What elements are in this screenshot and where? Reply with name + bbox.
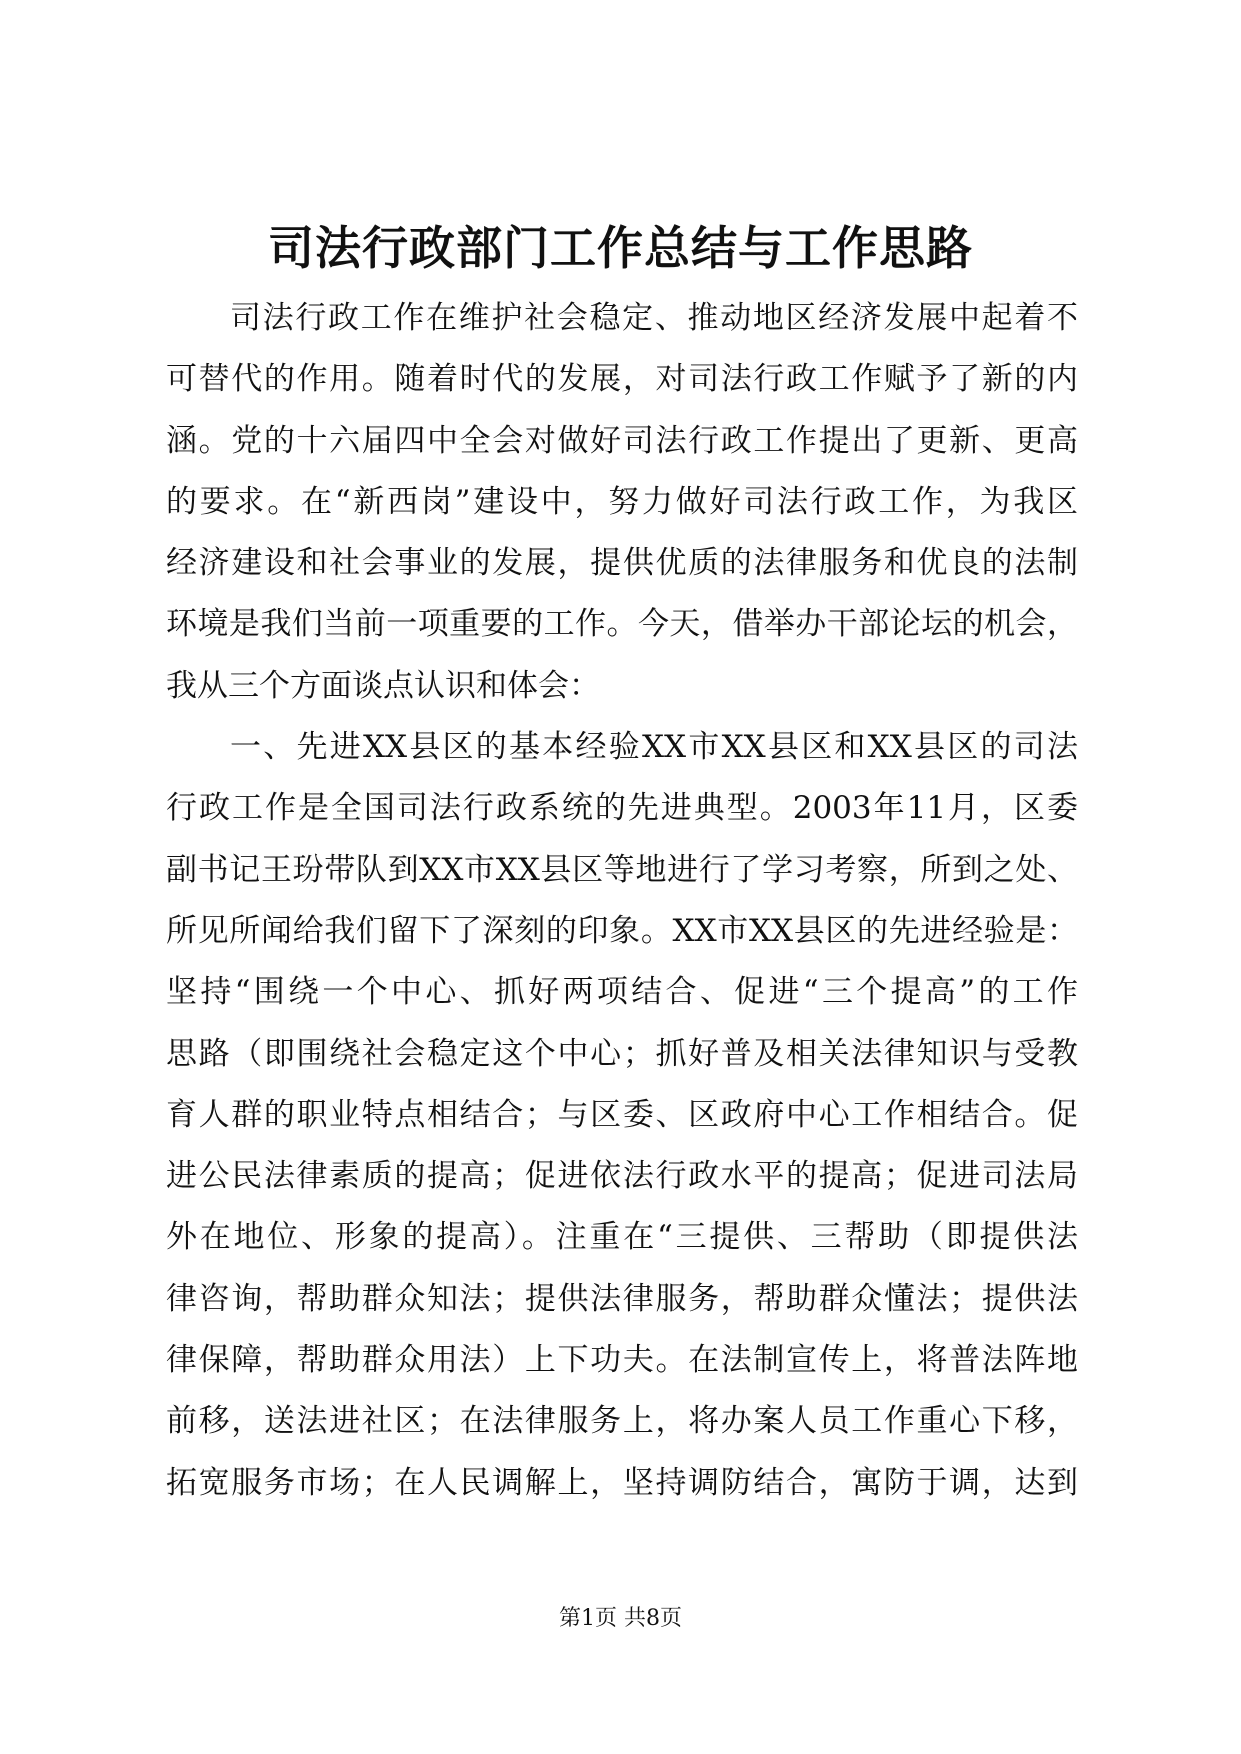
paragraph-line: 进公民法律素质的提高；促进依法行政水平的提高；促进司法局 xyxy=(166,1158,1078,1195)
document-body xyxy=(166,288,1078,1514)
paragraph-line: 我从三个方面谈点认识和体会： xyxy=(166,667,600,704)
paragraph-line: 司法行政工作在维护社会稳定、推动地区经济发展中起着不 xyxy=(230,300,1078,336)
paragraph-line: 所见所闻给我们留下了深刻的印象。XX市XX县区的先进经验是： xyxy=(166,912,1078,949)
paragraph-line: 可替代的作用。随着时代的发展，对司法行政工作赋予了新的内 xyxy=(166,361,1078,398)
paragraph-line: 律咨询，帮助群众知法；提供法律服务，帮助群众懂法；提供法 xyxy=(166,1280,1078,1317)
paragraph-line: 一、先进XX县区的基本经验XX市XX县区和XX县区的司法 xyxy=(230,729,1078,766)
paragraph-line: 外在地位、形象的提高）。注重在“三提供、三帮助（即提供法 xyxy=(166,1219,1078,1256)
page-number-footer: 第1页 共8页 xyxy=(559,1606,682,1631)
paragraph-line: 前移，送法进社区；在法律服务上，将办案人员工作重心下移， xyxy=(166,1403,1078,1440)
paragraph-line: 育人群的职业特点相结合；与区委、区政府中心工作相结合。促 xyxy=(166,1096,1078,1133)
paragraph-line: 经济建设和社会事业的发展，提供优质的法律服务和优良的法制 xyxy=(166,545,1078,582)
paragraph-line: 环境是我们当前一项重要的工作。今天，借举办干部论坛的机会， xyxy=(166,606,1078,643)
paragraph-line: 副书记王玢带队到XX市XX县区等地进行了学习考察，所到之处、 xyxy=(166,851,1078,888)
document-title: 司法行政部门工作总结与工作思路 xyxy=(268,221,973,275)
paragraph-line: 拓宽服务市场；在人民调解上，坚持调防结合，寓防于调，达到 xyxy=(166,1464,1078,1501)
paragraph-line: 坚持“围绕一个中心、抓好两项结合、促进“三个提高”的工作 xyxy=(166,974,1078,1011)
paragraph-line: 涵。党的十六届四中全会对做好司法行政工作提出了更新、更高 xyxy=(166,422,1078,459)
paragraph-line: 行政工作是全国司法行政系统的先进典型。2003年11月，区委 xyxy=(166,790,1078,827)
paragraph-line: 的要求。在“新西岗”建设中，努力做好司法行政工作，为我区 xyxy=(166,483,1078,520)
paragraph-line: 思路（即围绕社会稳定这个中心；抓好普及相关法律知识与受教 xyxy=(166,1035,1078,1072)
paragraph-line: 律保障，帮助群众用法）上下功夫。在法制宣传上，将普法阵地 xyxy=(166,1342,1078,1379)
